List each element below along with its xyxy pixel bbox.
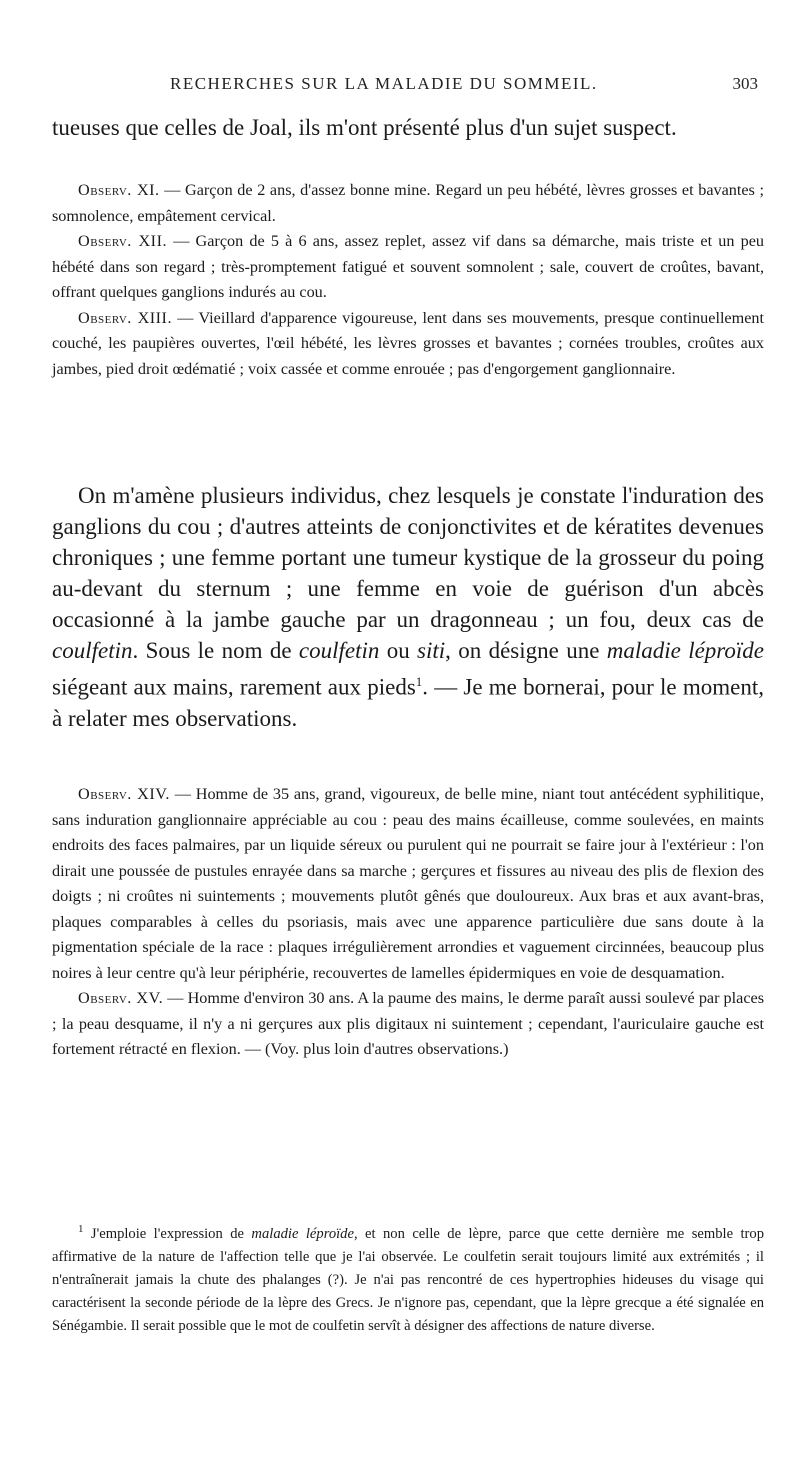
main-text: , on désigne une <box>445 638 607 663</box>
main-text: . Sous le nom de <box>132 638 299 663</box>
main-text: On m'amène plusieurs individus, chez lesquels je constate l'induration des ganglions du cou ; d'autres atteints de conjonctivites et de kératites devenues chroniques ; une femme portant une tumeur kystique de la grosseur du poing au-devant du sternum ; une femme en voie de guérison d'un abcès occasionné à la jambe gauche par un dragonneau ; un fou, deux cas de <box>52 483 764 632</box>
main-emphasis: coulfetin <box>298 638 380 663</box>
running-head <box>52 74 764 98</box>
main-emphasis: siti <box>417 638 446 663</box>
running-head-title: RECHERCHES SUR LA MALADIE DU SOMMEIL. <box>170 74 598 93</box>
footnote <box>52 1218 764 1338</box>
observation-xiii <box>52 306 764 383</box>
observation-text: — Homme de 35 ans, grand, vigoureux, de belle mine, niant tout antécédent syphilitique, sans induration ganglionnaire appréciable au cou : peau des mains écailleuse, comme soulevées, en maints endroits des faces palmaires, par un liquide séreux ou purulent qui ne pourrait se faire jour à l'extérieur : l'on dirait une poussée de pustules enrayée dans sa marche ; gerçures et fissures au niveau des plis de flexion des doigts ; ni croûtes ni suintements ; mouvements plutôt gênés que douloureux. Aux bras et aux avant-bras, plaques comparables à celles du psoriasis, mais avec une apparence particulière due sans doute à la pigmentation spéciale de la race : plaques irrégulièrement arrondies et vaguement circinnées, beaucoup plus noires à leur centre qu'à leur périphérie, recouvertes de lamelles épidermiques en voie de desquamation. <box>52 785 765 982</box>
main-emphasis: coulfetin <box>52 638 133 663</box>
observation-xiv <box>52 782 764 986</box>
observations-group-a <box>52 178 764 382</box>
observation-xi <box>52 178 764 229</box>
observation-label: Observ. XV. <box>78 989 164 1007</box>
main-text: ou <box>379 638 418 663</box>
observation-text: — Garçon de 2 ans, d'assez bonne mine. Regard un peu hébété, lèvres grosses et bavantes ; somnolence, empâtement cervical. <box>52 181 764 225</box>
footnote-emphasis: maladie léproïde <box>251 1225 354 1242</box>
main-paragraph <box>52 480 764 734</box>
opening-paragraph <box>52 112 764 143</box>
observation-xv <box>52 986 764 1063</box>
observation-text: — Homme d'environ 30 ans. A la paume des mains, le derme paraît aussi soulevé par places ; la peau desquame, il n'y a ni gerçures aux plis digitaux ni suintement ; cependant, l'auriculaire gauche est fortement rétracté en flexion. — (Voy. plus loin d'autres observations.) <box>52 989 765 1058</box>
observation-label: Observ. XI. <box>78 181 160 199</box>
observation-label: Observ. XII. <box>78 232 168 250</box>
observations-group-b <box>52 782 764 1063</box>
opening-text: tueuses que celles de Joal, ils m'ont présenté plus d'un sujet suspect. <box>52 115 677 140</box>
observation-text: — Garçon de 5 à 6 ans, assez replet, assez vif dans sa démarche, mais triste et un peu hébété dans son regard ; très-promptement fatigué et souvent somnolent ; sale, couvert de croûtes, bavant, offrant quelques ganglions indurés au cou. <box>52 232 764 301</box>
main-text: . — Je me bornerai, pour le moment, à relater mes observations. <box>52 674 764 731</box>
observation-text: — Vieillard d'apparence vigoureuse, lent dans ses mouvements, presque continuellement couché, les paupières ouvertes, l'œil hébété, les lèvres grosses et bavantes ; cornées troubles, croûtes aux jambes, pied droit œdématié ; voix cassée et comme enrouée ; pas d'engorgement ganglionnaire. <box>52 308 764 378</box>
main-emphasis: maladie léproïde <box>606 638 764 663</box>
observation-label: Observ. XIII. <box>78 308 172 327</box>
main-text: siégeant aux mains, rarement aux pieds <box>52 674 416 700</box>
footnote-reference: 1 <box>415 674 423 689</box>
observation-xii <box>52 229 764 306</box>
footnote-text: , et non celle de lèpre, parce que cette dernière me semble trop affirmative de la nature de l'affection telle que je l'ai observée. Le coulfetin serait toujours limité aux extrémités ; il n'entraînerait jamais la chute des phalanges (?). Je n'ai pas rencontré de ces hypertrophies hideuses du visage qui caractérisent la seconde période de la lèpre des Grecs. Je n'ignore pas, cependant, que la lèpre grecque a été signalée en Sénégambie. Il serait possible que le mot de coulfetin servît à désigner des affections de nature diverse. <box>52 1225 764 1334</box>
page-number: 303 <box>732 74 758 93</box>
footnote-marker: 1 <box>78 1223 84 1235</box>
footnote-text: J'emploie l'expression de <box>83 1225 252 1242</box>
observation-label: Observ. XIV. <box>78 785 170 803</box>
